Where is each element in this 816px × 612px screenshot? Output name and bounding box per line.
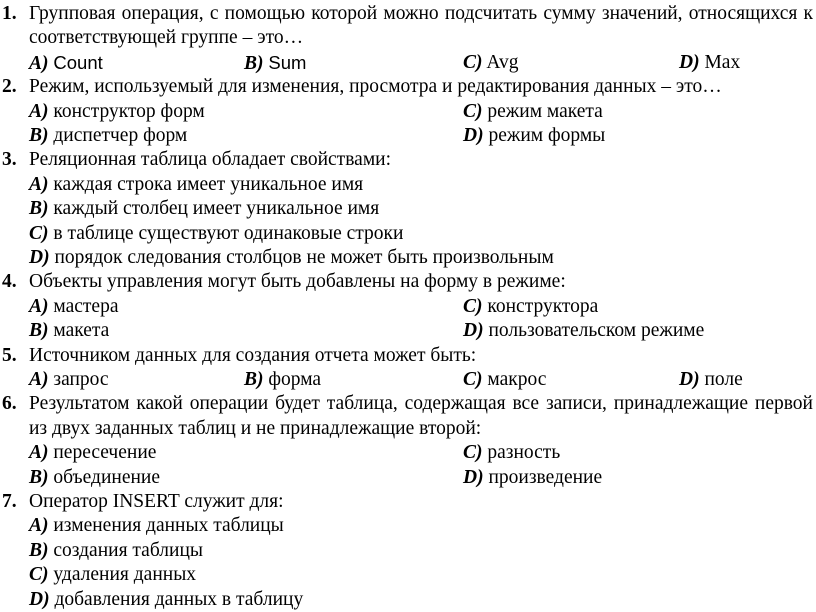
option-label: C) — [29, 222, 49, 244]
option-text: пересечение — [53, 442, 157, 464]
option-label: D) — [463, 320, 484, 342]
option-label: B) — [29, 198, 49, 220]
option-label: C) — [463, 51, 483, 73]
option-label: B) — [29, 466, 49, 488]
question-number: 3. — [2, 149, 17, 171]
answer-option-c — [0, 563, 816, 587]
answer-option-d — [463, 319, 704, 343]
option-text: каждая строка имеет уникальное имя — [53, 173, 364, 195]
option-text: запрос — [53, 369, 109, 391]
option-label: A) — [29, 369, 49, 391]
option-text: конструктор форм — [53, 100, 205, 122]
question-5 — [0, 344, 816, 368]
option-text: произведение — [488, 466, 603, 488]
option-text: Max — [704, 51, 741, 73]
option-label: C) — [463, 100, 483, 122]
question-text: Оператор INSERT служит для: — [29, 491, 284, 512]
option-text: мастера — [53, 295, 119, 317]
answer-option-b — [29, 466, 160, 490]
answer-option-a — [0, 173, 816, 197]
option-label: D) — [679, 51, 700, 73]
option-label: B) — [29, 320, 49, 342]
option-label: A) — [29, 442, 49, 464]
option-label: A) — [29, 52, 49, 74]
question-text: Режим, используемый для изменения, просмотра и редактирования данных – это… — [29, 76, 722, 98]
option-label: C) — [463, 442, 483, 464]
option-label: A) — [29, 173, 49, 195]
answer-option-c — [463, 368, 546, 392]
option-label: D) — [29, 247, 50, 269]
option-label: D) — [679, 369, 700, 391]
option-text: создания таблицы — [53, 539, 203, 561]
option-text: объединение — [53, 466, 161, 488]
answer-option-d — [0, 246, 816, 270]
option-text: в таблице существуют одинаковые строки — [53, 222, 404, 244]
question-number: 5. — [2, 344, 17, 366]
answer-option-b — [29, 124, 187, 148]
question-text: Реляционная таблица обладает свойствами: — [29, 149, 392, 171]
option-label: A) — [29, 295, 49, 317]
option-text: каждый столбец имеет уникальное имя — [53, 198, 380, 220]
option-text: Sum — [268, 51, 307, 73]
option-text: Avg — [486, 51, 519, 73]
option-label: D) — [463, 125, 484, 146]
question-number: 6. — [2, 393, 17, 415]
option-text: разность — [487, 442, 561, 464]
option-label: A) — [29, 515, 49, 537]
answer-option-b — [244, 368, 321, 392]
option-text: пользовательском режиме — [488, 320, 705, 342]
option-text: форма — [268, 369, 322, 391]
option-text: конструктора — [487, 295, 599, 317]
answer-option-a — [29, 441, 156, 465]
answer-option-d — [679, 51, 740, 75]
answer-option-a — [29, 51, 103, 76]
answer-options-row — [0, 51, 816, 75]
question-text: Источником данных для создания отчета может быть: — [29, 344, 477, 366]
answer-options-row — [0, 441, 816, 465]
answer-option-c — [463, 51, 518, 75]
answer-option-d — [463, 466, 602, 490]
option-label: B) — [29, 539, 49, 561]
option-text: поле — [704, 369, 743, 391]
question-text: Результатом какой операции будет таблица, содержащая все записи, принадлежащие первой из двух заданных таблиц и не принадлежащие второй: — [29, 393, 813, 439]
option-text: порядок следования столбцов не может быть произвольным — [54, 247, 554, 269]
option-label: A) — [29, 100, 49, 122]
option-label: C) — [29, 564, 49, 586]
question-number: 7. — [2, 491, 17, 512]
question-number: 4. — [2, 271, 17, 293]
question-2 — [0, 75, 816, 99]
option-text: диспетчер форм — [53, 125, 188, 146]
question-text: Объекты управления могут быть добавлены на форму в режиме: — [29, 271, 566, 293]
answer-options-row — [0, 100, 816, 124]
option-text: изменения данных таблицы — [53, 515, 284, 537]
option-text: макета — [53, 320, 110, 342]
answer-option-c — [463, 295, 598, 319]
question-number: 1. — [2, 3, 17, 24]
option-text: Count — [53, 51, 103, 73]
question-text: Групповая операция, с помощью которой можно подсчитать сумму значений, относящихся к соответствующей группе – это… — [29, 3, 813, 49]
answer-option-b — [0, 197, 816, 221]
answer-option-c — [463, 100, 603, 124]
option-label: D) — [463, 466, 484, 488]
answer-option-a — [0, 514, 816, 538]
answer-option-d — [463, 124, 605, 148]
option-text: добавления данных в таблицу — [54, 588, 304, 610]
answer-option-b — [29, 319, 109, 343]
option-text: удаления данных — [53, 564, 197, 586]
question-4 — [0, 270, 816, 294]
question-3 — [0, 148, 816, 172]
answer-option-a — [29, 100, 205, 124]
option-label: C) — [463, 369, 483, 391]
option-text: режим макета — [487, 100, 603, 122]
option-text: макрос — [487, 369, 547, 391]
option-label: D) — [29, 588, 50, 610]
answer-option-b — [244, 51, 306, 76]
question-6 — [0, 392, 816, 441]
answer-option-a — [29, 295, 118, 319]
answer-option-c — [0, 222, 816, 246]
option-label: B) — [244, 52, 264, 74]
option-label: B) — [29, 125, 49, 146]
answer-options-row — [0, 368, 816, 392]
option-label: C) — [463, 295, 483, 317]
answer-options-row — [0, 295, 816, 319]
option-label: B) — [244, 369, 264, 391]
answer-options-row — [0, 319, 816, 343]
answer-option-d — [679, 368, 743, 392]
answer-option-d — [0, 588, 816, 612]
option-text: режим формы — [488, 125, 606, 146]
quiz-document — [0, 2, 816, 612]
answer-options-row — [0, 124, 816, 148]
question-number: 2. — [2, 76, 17, 98]
question-7 — [0, 490, 816, 514]
answer-option-b — [0, 539, 816, 563]
answer-option-a — [29, 368, 109, 392]
question-1 — [0, 2, 816, 51]
answer-options-row — [0, 466, 816, 490]
answer-option-c — [463, 441, 560, 465]
